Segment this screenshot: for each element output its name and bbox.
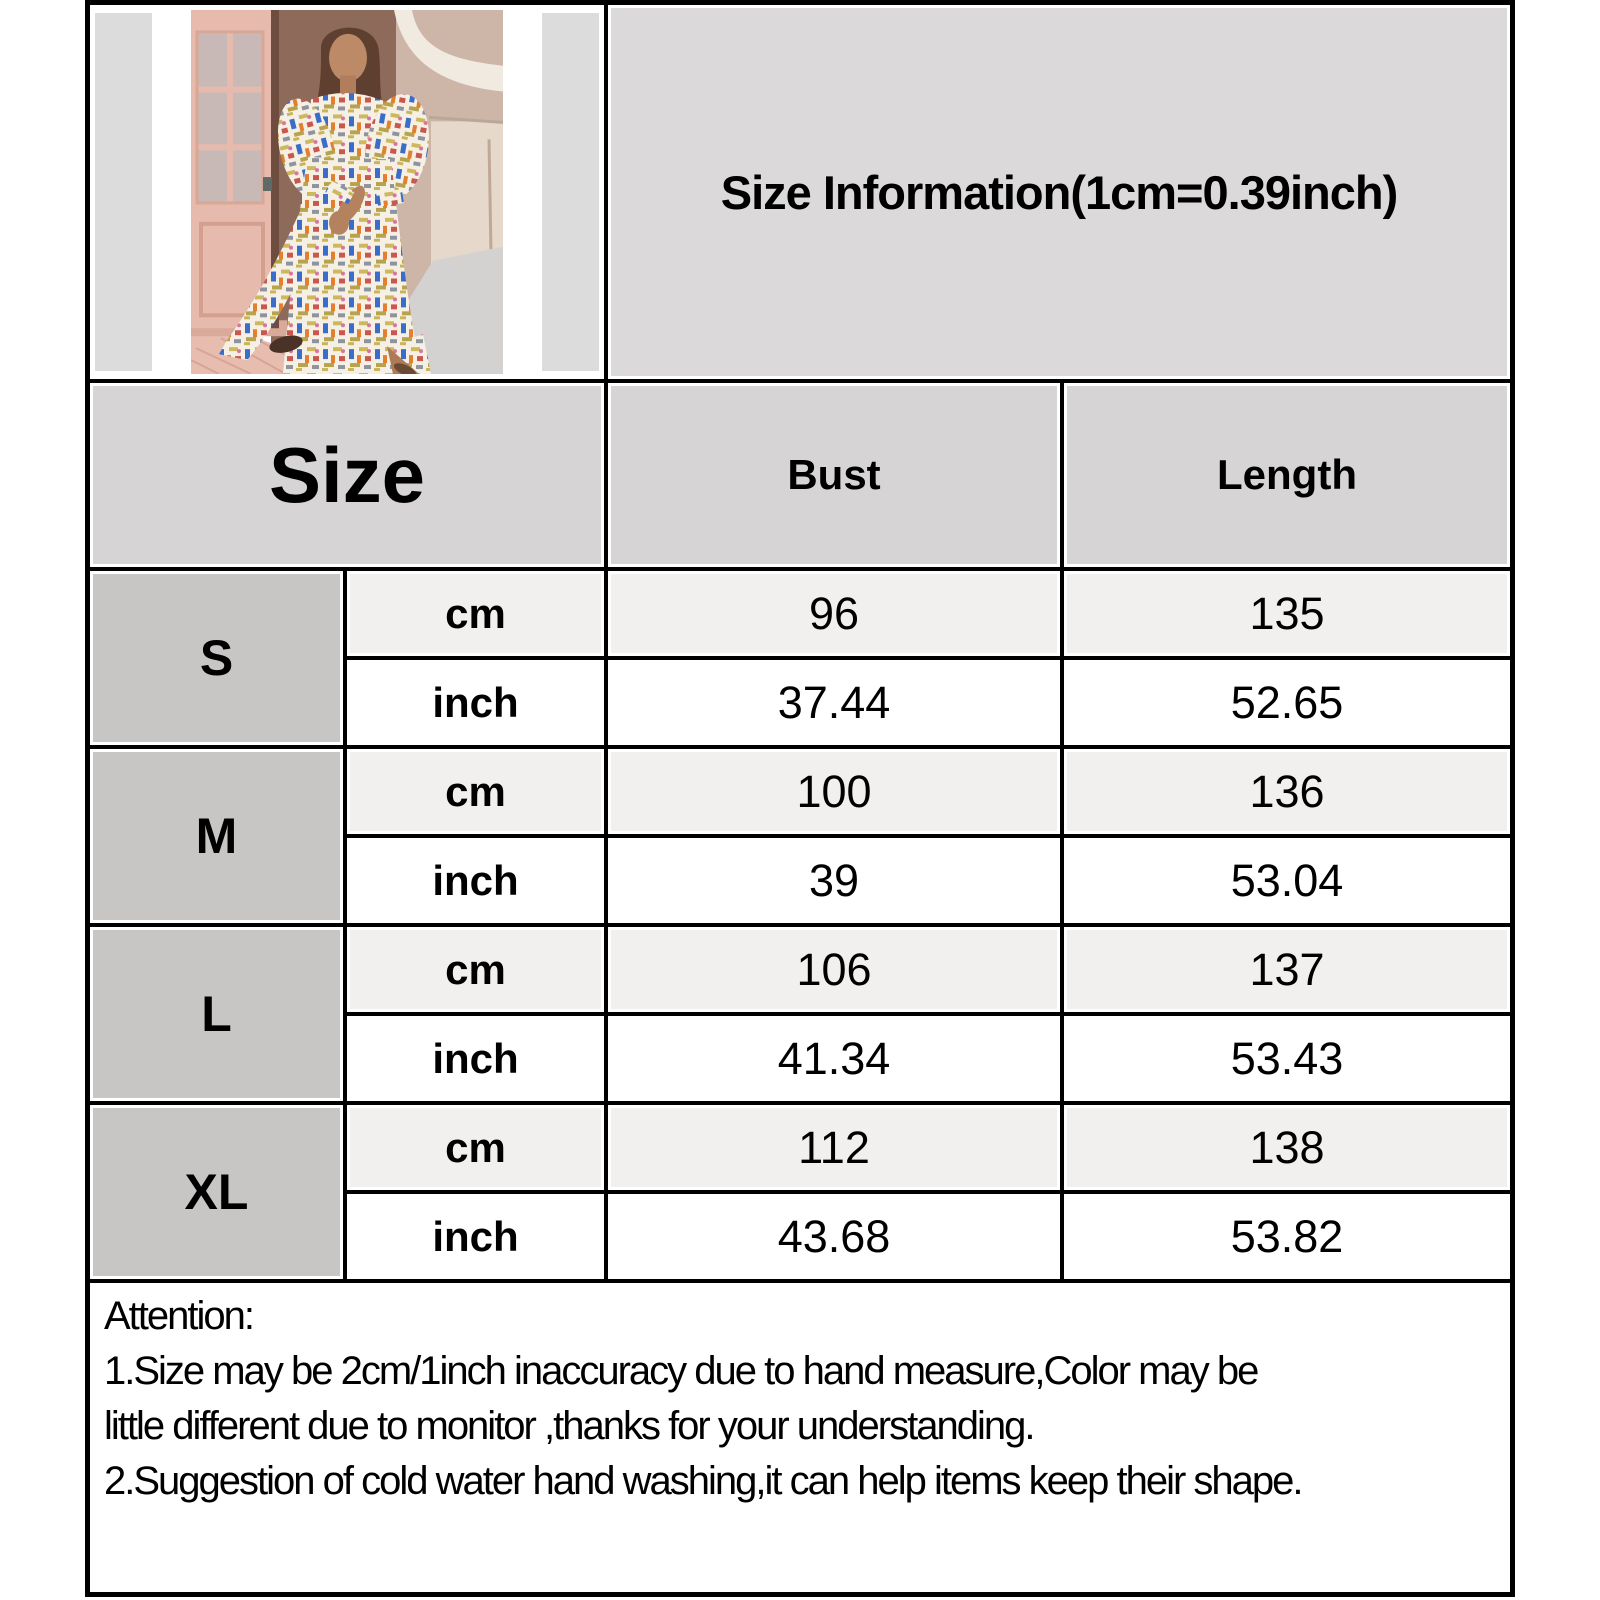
bust-column-header: Bust — [608, 383, 1060, 567]
s-inch-length: 52.65 — [1064, 660, 1510, 745]
unit-cell-cm: cm — [347, 571, 604, 656]
unit-cell-inch: inch — [347, 660, 604, 745]
size-column-header: Size — [90, 383, 604, 567]
s-cm-bust: 96 — [608, 571, 1060, 656]
size-label-xl: XL — [90, 1105, 343, 1279]
l-cm-bust: 106 — [608, 927, 1060, 1012]
m-cm-bust: 100 — [608, 749, 1060, 834]
product-photo — [191, 10, 503, 374]
unit-cell-inch: inch — [347, 1194, 604, 1279]
s-cm-length: 135 — [1064, 571, 1510, 656]
attention-line-3: 2.Suggestion of cold water hand washing,it can help items keep their shape. — [104, 1459, 1302, 1503]
m-cm-length: 136 — [1064, 749, 1510, 834]
attention-line-2: little different due to monitor ,thanks for your understanding. — [104, 1404, 1034, 1448]
size-information-title-cell — [608, 5, 1510, 379]
unit-cell-inch: inch — [347, 1016, 604, 1101]
m-inch-length: 53.04 — [1064, 838, 1510, 923]
size-information-title: Size Information(1cm=0.39inch) — [720, 165, 1398, 219]
attention-heading: Attention: — [104, 1294, 254, 1338]
photo-left-gray-bar — [95, 13, 152, 371]
size-label-s: S — [90, 571, 343, 745]
size-chart — [85, 0, 1515, 1597]
m-inch-bust: 39 — [608, 838, 1060, 923]
product-photo-cell — [90, 5, 604, 379]
unit-cell-cm: cm — [347, 927, 604, 1012]
s-inch-bust: 37.44 — [608, 660, 1060, 745]
attention-note — [90, 1283, 1510, 1592]
size-label-m: M — [90, 749, 343, 923]
xl-cm-length: 138 — [1064, 1105, 1510, 1190]
xl-inch-length: 53.82 — [1064, 1194, 1510, 1279]
unit-cell-inch: inch — [347, 838, 604, 923]
unit-cell-cm: cm — [347, 1105, 604, 1190]
l-inch-length: 53.43 — [1064, 1016, 1510, 1101]
l-inch-bust: 41.34 — [608, 1016, 1060, 1101]
size-label-l: L — [90, 927, 343, 1101]
length-column-header: Length — [1064, 383, 1510, 567]
attention-line-1: 1.Size may be 2cm/1inch inaccuracy due to hand measure,Color may be — [104, 1349, 1258, 1393]
xl-cm-bust: 112 — [608, 1105, 1060, 1190]
l-cm-length: 137 — [1064, 927, 1510, 1012]
xl-inch-bust: 43.68 — [608, 1194, 1060, 1279]
photo-right-gray-bar — [542, 13, 599, 371]
unit-cell-cm: cm — [347, 749, 604, 834]
